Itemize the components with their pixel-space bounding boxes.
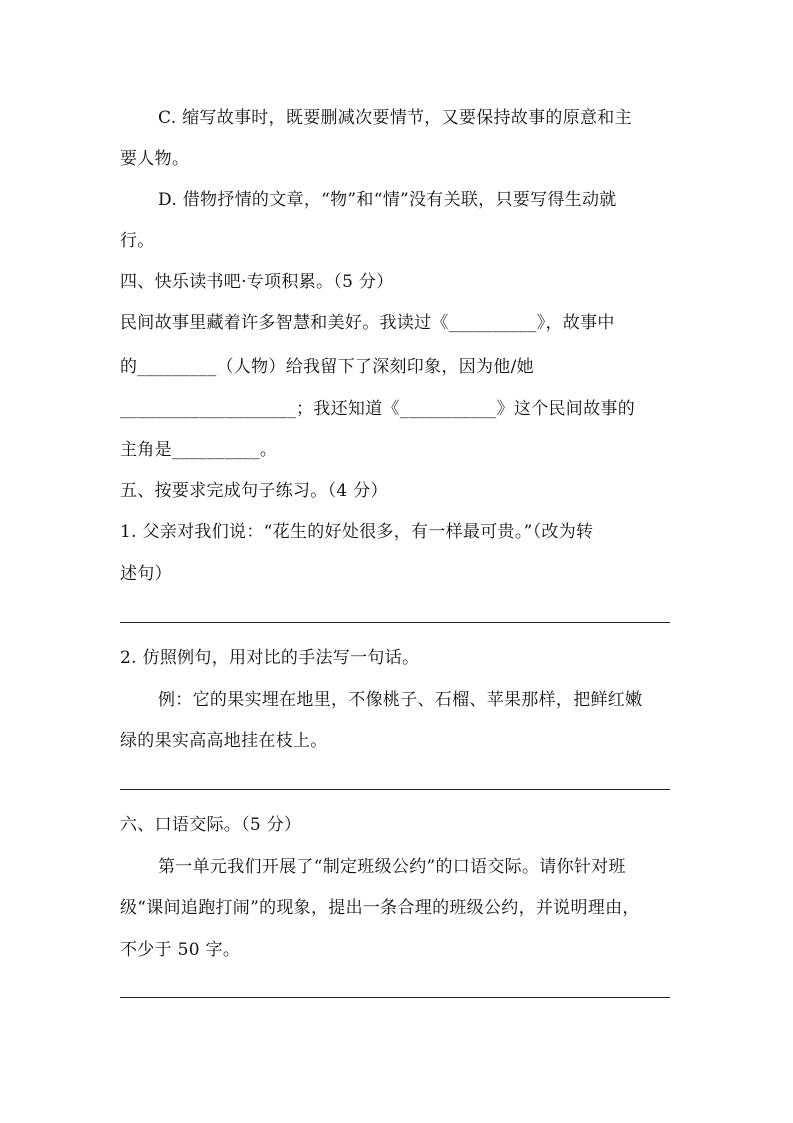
option-c-line-2: 要人物。 bbox=[120, 149, 190, 169]
section-4-heading: 四、快乐读书吧·专项积累。（5 分） bbox=[120, 272, 394, 292]
example-line-2: 绿的果实高高地挂在枝上。 bbox=[120, 731, 328, 751]
section-6-line-3: 不少于 50 字。 bbox=[120, 940, 241, 960]
question-1-line-2: 述句） bbox=[120, 564, 172, 584]
section-6-heading: 六、口语交际。（5 分） bbox=[120, 815, 302, 835]
answer-line-2[interactable] bbox=[120, 789, 670, 790]
section-4-line-4: 主角是__________。 bbox=[120, 440, 278, 460]
option-c-line-1: C. 缩写故事时，既要删减次要情节，又要保持故事的原意和主 bbox=[158, 108, 632, 128]
example-line-1: 例：它的果实埋在地里，不像桃子、石榴、苹果那样，把鲜红嫩 bbox=[158, 690, 643, 710]
section-4-line-3: ____________________；我还知道《___________》这个民间故事的 bbox=[120, 399, 635, 419]
question-1-line-1: 1. 父亲对我们说：“花生的好处很多，有一样最可贵。”（改为转 bbox=[120, 522, 594, 542]
section-5-heading: 五、按要求完成句子练习。（4 分） bbox=[120, 481, 388, 501]
answer-line-3[interactable] bbox=[120, 997, 670, 998]
question-2-line: 2. 仿照例句，用对比的手法写一句话。 bbox=[120, 648, 420, 668]
section-4-line-1: 民间故事里藏着许多智慧和美好。我读过《__________》，故事中 bbox=[120, 313, 615, 333]
section-6-line-1: 第一单元我们开展了“制定班级公约”的口语交际。请你针对班 bbox=[158, 857, 626, 877]
option-d-line-2: 行。 bbox=[120, 231, 155, 251]
section-4-line-2: 的_________（人物）给我留下了深刻印象，因为他/她 bbox=[120, 357, 534, 377]
answer-line-1[interactable] bbox=[120, 622, 670, 623]
section-6-line-2: 级“课间追跑打闹”的现象，提出一条合理的班级公约，并说明理由， bbox=[120, 898, 640, 918]
option-d-line-1: D. 借物抒情的文章，“物”和“情”没有关联，只要写得生动就 bbox=[158, 190, 617, 210]
